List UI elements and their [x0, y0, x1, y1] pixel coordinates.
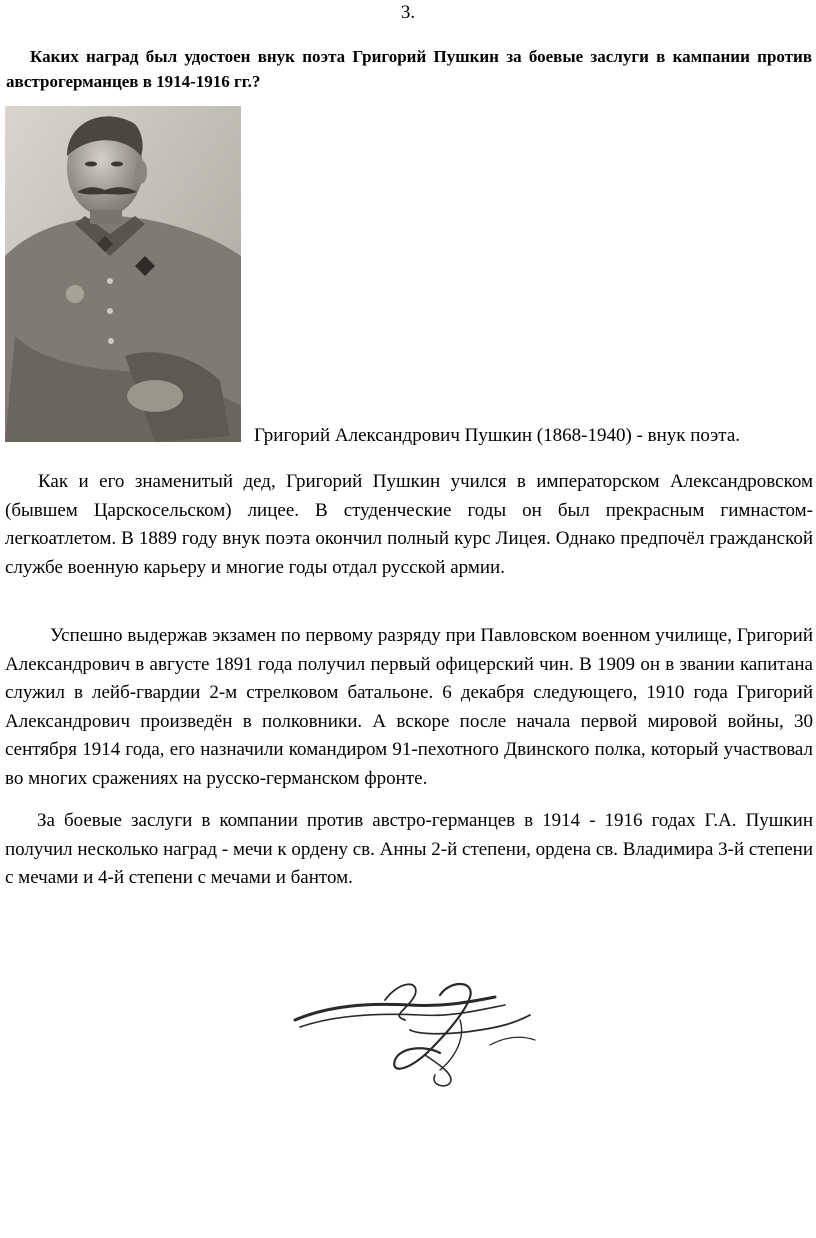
page-number: 3.	[400, 2, 416, 23]
paragraph-awards: За боевые заслуги в компании против австро-германцев в 1914 - 1916 годах Г.А. Пушкин получил несколько наград - мечи к ордену св. Анны 2-й степени, ордена св. Владимира 3-й степени с мечами и 4-й степени с мечами и бантом.	[5, 810, 813, 889]
paragraph-education: Как и его знаменитый дед, Григорий Пушкин учился в императорском Александровском (бывшем Царскосельском) лицее. В студенческие годы он был прекрасным гимнастом-легкоатлетом. В 1889 году внук поэта окончил полный курс Лицея. Однако предпочёл гражданской службе военную карьеру и многие годы отдал русской армии.	[5, 471, 813, 578]
question-heading: Каких наград был удостоен внук поэта Григорий Пушкин за боевые заслуги в кампании против австрогерманцев в 1914-1916 гг.?	[6, 47, 812, 91]
paragraph-military-career: Успешно выдержав экзамен по первому разряду при Павловском военном училище, Григорий Александрович в августе 1891 года получил первый офицерский чин. В 1909 он в звании капитана служил в лейб-гвардии 2-м стрелковом батальоне. 6 декабря следующего, 1910 года Григорий Александрович произведён в полковники. А вскоре после начала первой мировой войны, 30 сентября 1914 года, его назначили командиром 91-пехотного Двинского полка, который участвовал во многих сражениях на русско-германском фронте.	[5, 625, 813, 789]
portrait-caption: Григорий Александрович Пушкин (1868-1940) - внук поэта.	[254, 425, 741, 446]
portrait-photo	[5, 106, 241, 442]
signature-monogram	[290, 975, 550, 1090]
